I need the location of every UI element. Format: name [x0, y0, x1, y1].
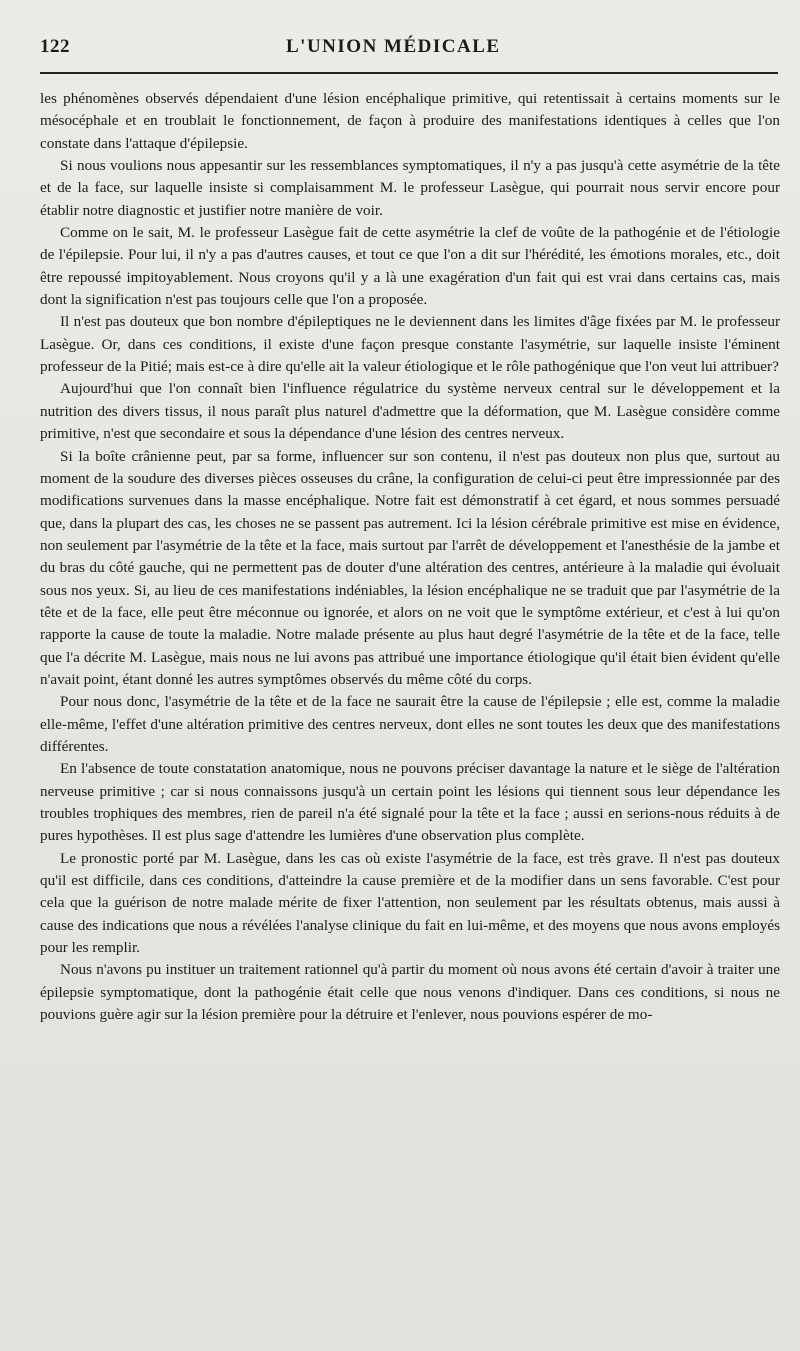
- journal-title: L'UNION MÉDICALE: [286, 36, 501, 57]
- paragraph: En l'absence de toute constatation anatomique, nous ne pouvons préciser davantage la nature et le siège de l'altération nerveuse primitive ; car si nous connaissons jusqu'à un certain point les lésions qui tiennent sous leur dépendance les troubles trophiques des membres, rien de pareil n'a été signalé pour la tête et la face ; aussi en serions-nous réduits à de pures hypothèses. Il est plus sage d'attendre les lumières d'une observation plus complète.: [40, 760, 780, 845]
- page-number: 122: [40, 36, 70, 57]
- paragraph: Le pronostic porté par M. Lasègue, dans les cas où existe l'asymétrie de la face, est très grave. Il n'est pas douteux qu'il est difficile, dans ces conditions, d'atteindre la cause première et de la modifier dans un sens favorable. C'est pour cela que la guérison de notre malade mérite de fixer l'attention, non seulement par les résultats obtenus, mais aussi à cause des indications que nous a révélées l'analyse clinique du fait en lui-même, et des moyens que nous avons employés pour les remplir.: [40, 849, 780, 957]
- paragraph: Aujourd'hui que l'on connaît bien l'influence régulatrice du système nerveux central sur le développement et la nutrition des divers tissus, il nous paraît plus naturel d'admettre que la déformation, que M. Lasègue considère comme primitive, n'est que secondaire et sous la dépendance d'une lésion des centres nerveux.: [40, 380, 780, 443]
- paragraph: Nous n'avons pu instituer un traitement rationnel qu'à partir du moment où nous avons été certain d'avoir à traiter une épilepsie symptomatique, dont la pathogénie était celle que nous venons d'indiquer. Dans ces conditions, si nous ne pouvions guère agir sur la lésion première pour la détruire et l'enlever, nous pouvions espérer de mo-: [40, 961, 780, 1024]
- paragraph: Il n'est pas douteux que bon nombre d'épileptiques ne le deviennent dans les limites d'âge fixées par M. le professeur Lasègue. Or, dans ces conditions, il existe d'une façon presque constante l'asymétrie, sur laquelle insiste l'éminent professeur de la Pitié; mais est-ce à dire qu'elle ait la valeur étiologique et le rôle pathogénique que l'on veut lui attribuer?: [40, 313, 780, 376]
- paragraph: Si la boîte crânienne peut, par sa forme, influencer sur son contenu, il n'est pas douteux non plus que, surtout au moment de la soudure des diverses pièces osseuses du crâne, la configuration de celui-ci peut être impressionnée par des modifications survenues dans la masse encéphalique. Notre fait est démonstratif à cet égard, et nous sommes persuadé que, dans la plupart des cas, les choses ne se passent pas autrement. Ici la lésion cérébrale primitive est mise en évidence, non seulement par l'asymétrie de la tête et la face, mais surtout par l'arrêt de développement et l'anesthésie de la jambe et du bras du côté gauche, qui ne permettent pas de douter d'une altération des centres, antérieure à la maladie qui évoluait sous nos yeux. Si, au lieu de ces manifestations indéniables, la lésion encéphalique ne se traduit que par l'asymétrie de la tête et de la face, elle peut être méconnue ou ignorée, et alors on ne voit que le symptôme extérieur, et c'est à lui qu'on rapporte la cause de toute la maladie. Notre malade présente au plus haut degré l'asymétrie de la tête et de la face, telle que l'a décrite M. Lasègue, mais nous ne lui avons pas attribué une importance étiologique qu'il était bien évident qu'elle n'avait point, étant donné les autres symptômes observés du même côté du corps.: [40, 447, 780, 688]
- header-rule: [40, 72, 778, 74]
- paragraph: Comme on le sait, M. le professeur Lasègue fait de cette asymétrie la clef de voûte de la pathogénie et de l'étiologie de l'épilepsie. Pour lui, il n'y a pas d'autres causes, et tout ce que l'on a dit sur l'hérédité, les émotions morales, etc., doit être repoussé impitoyablement. Nous croyons qu'il y a là une exagération d'un fait qui est vrai dans certains cas, mais dont la signification n'est pas toujours celle que l'on a proposée.: [40, 224, 780, 309]
- article-body: [40, 88, 780, 1026]
- running-head: [40, 36, 780, 60]
- paragraph: Si nous voulions nous appesantir sur les ressemblances symptomatiques, il n'y a pas jusqu'à cette asymétrie de la tête et de la face, sur laquelle insiste si complaisamment M. le professeur Lasègue, qui pourrait nous servir encore pour établir notre diagnostic et justifier notre manière de voir.: [40, 157, 780, 219]
- paragraph: Pour nous donc, l'asymétrie de la tête et de la face ne saurait être la cause de l'épilepsie ; elle est, comme la maladie elle-même, l'effet d'une altération primitive des centres nerveux, dont elles ne sont toutes les deux que des manifestations différentes.: [40, 693, 780, 755]
- paragraph-continued: les phénomènes observés dépendaient d'une lésion encéphalique primitive, qui retentissait à certains moments sur le mésocéphale et en troublait le fonctionnement, de façon à produire des manifestations identiques à celles que l'on constate dans l'attaque d'épilepsie.: [40, 90, 780, 152]
